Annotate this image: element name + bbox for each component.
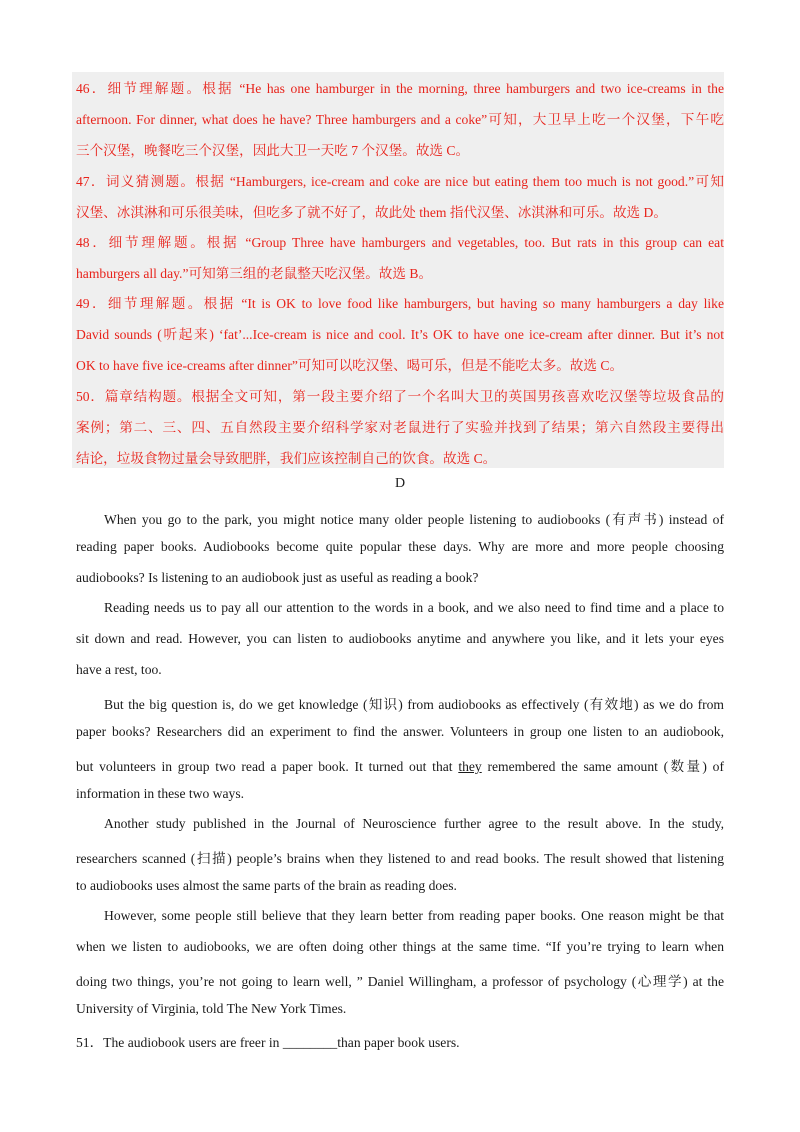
passage-p5-line-2: when we listen to audiobooks, we are often doing other things at the same time. “If you’re trying to learn when xyxy=(76,939,724,954)
answer-47-line-2: 汉堡、冰淇淋和可乐很美味，但吃多了就不好了，故此处 them 指代汉堡、冰淇淋和可乐。故选 D。 xyxy=(76,205,667,220)
answer-46-line-2: afternoon. For dinner, what does he have? Three hamburgers and a coke”可知，大卫早上吃一个汉堡，下午吃 xyxy=(76,112,724,127)
passage-p4-line-3: to audiobooks uses almost the same parts of the brain as reading does. xyxy=(76,878,457,893)
passage-p2-line-3: have a rest, too. xyxy=(76,662,162,677)
answer-46-line-3: 三个汉堡，晚餐吃三个汉堡，因此大卫一天吃 7 个汉堡。故选 C。 xyxy=(76,143,470,158)
passage-p1-line-2: reading paper books. Audiobooks become quite popular these days. Why are more and more people choosing xyxy=(76,539,724,554)
passage-p3-line-1: But the big question is, do we get knowledge (知识) from audiobooks as effectively (有效地) as we do from xyxy=(104,697,724,712)
p3-line-3-after: remembered the same amount (数量) of xyxy=(481,759,725,774)
answer-49-line-1: 49．细节理解题。根据 “It is OK to love food like hamburgers, but having so many hamburgers a day like xyxy=(76,296,724,311)
answer-46-line-1: 46．细节理解题。根据 “He has one hamburger in the morning, three hamburgers and two ice-creams in the xyxy=(76,81,724,96)
answer-49-line-3: OK to have five ice-creams after dinner”可知可以吃汉堡、喝可乐，但是不能吃太多。故选 C。 xyxy=(76,358,624,373)
p3-line-3-before: but volunteers in group two read a paper book. It turned out that xyxy=(76,759,459,774)
answer-50-line-3: 结论，垃圾食物过量会导致肥胖，我们应该控制自己的饮食。故选 C。 xyxy=(76,451,497,466)
underlined-word-they: they xyxy=(458,759,482,774)
passage-p3-line-3 xyxy=(76,755,724,775)
passage-p3-line-4: information in these two ways. xyxy=(76,786,245,801)
passage-p1-line-3: audiobooks? Is listening to an audiobook just as useful as reading a book? xyxy=(76,570,479,585)
answer-50-line-2: 案例；第二、三、四、五自然段主要介绍科学家对老鼠进行了实验并找到了结果；第六自然段主要得出 xyxy=(76,420,724,435)
passage-p1-line-1: When you go to the park, you might notice many older people listening to audiobooks (有声书) instead of xyxy=(104,512,724,527)
question-51: 51．The audiobook users are freer in ________than paper book users. xyxy=(76,1035,460,1050)
passage-p2-line-1: Reading needs us to pay all our attention to the words in a book, and we also need to find time and a place to xyxy=(104,600,724,615)
answer-49-line-2: David sounds (听起来) ‘fat’...Ice-cream is nice and cool. It’s OK to have one ice-cream after dinner. But it’s not xyxy=(76,327,724,342)
answer-48-line-1: 48．细节理解题。根据 “Group Three have hamburgers and vegetables, too. But rats in this group can eat xyxy=(76,235,724,250)
answer-48-line-2: hamburgers all day.”可知第三组的老鼠整天吃汉堡。故选 B。 xyxy=(76,266,433,281)
passage-p5-line-1: However, some people still believe that they learn better from reading paper books. One reason might be that xyxy=(104,908,724,923)
passage-p4-line-1: Another study published in the Journal of Neuroscience further agree to the result above. In the study, xyxy=(104,816,724,831)
passage-p5-line-3: doing two things, you’re not going to learn well, ” Daniel Willingham, a professor of psychology (心理学) at the xyxy=(76,974,724,989)
passage-p5-line-4: University of Virginia, told The New York Times. xyxy=(76,1001,347,1016)
passage-p2-line-2: sit down and read. However, you can listen to audiobooks anytime and anywhere you like, and it lets your eyes xyxy=(76,631,724,646)
answer-50-line-1: 50．篇章结构题。根据全文可知，第一段主要介绍了一个名叫大卫的英国男孩喜欢吃汉堡等垃圾食品的 xyxy=(76,389,724,404)
section-heading: D xyxy=(394,476,406,491)
answer-47-line-1: 47．词义猜测题。根据 “Hamburgers, ice-cream and coke are nice but eating them too much is not good.”可知 xyxy=(76,174,724,189)
passage-p3-line-2: paper books? Researchers did an experiment to find the answer. Volunteers in group one listen to an audiobook, xyxy=(76,724,724,739)
passage-p4-line-2: researchers scanned (扫描) people’s brains when they listened to and read books. The result showed that listening xyxy=(76,851,724,866)
